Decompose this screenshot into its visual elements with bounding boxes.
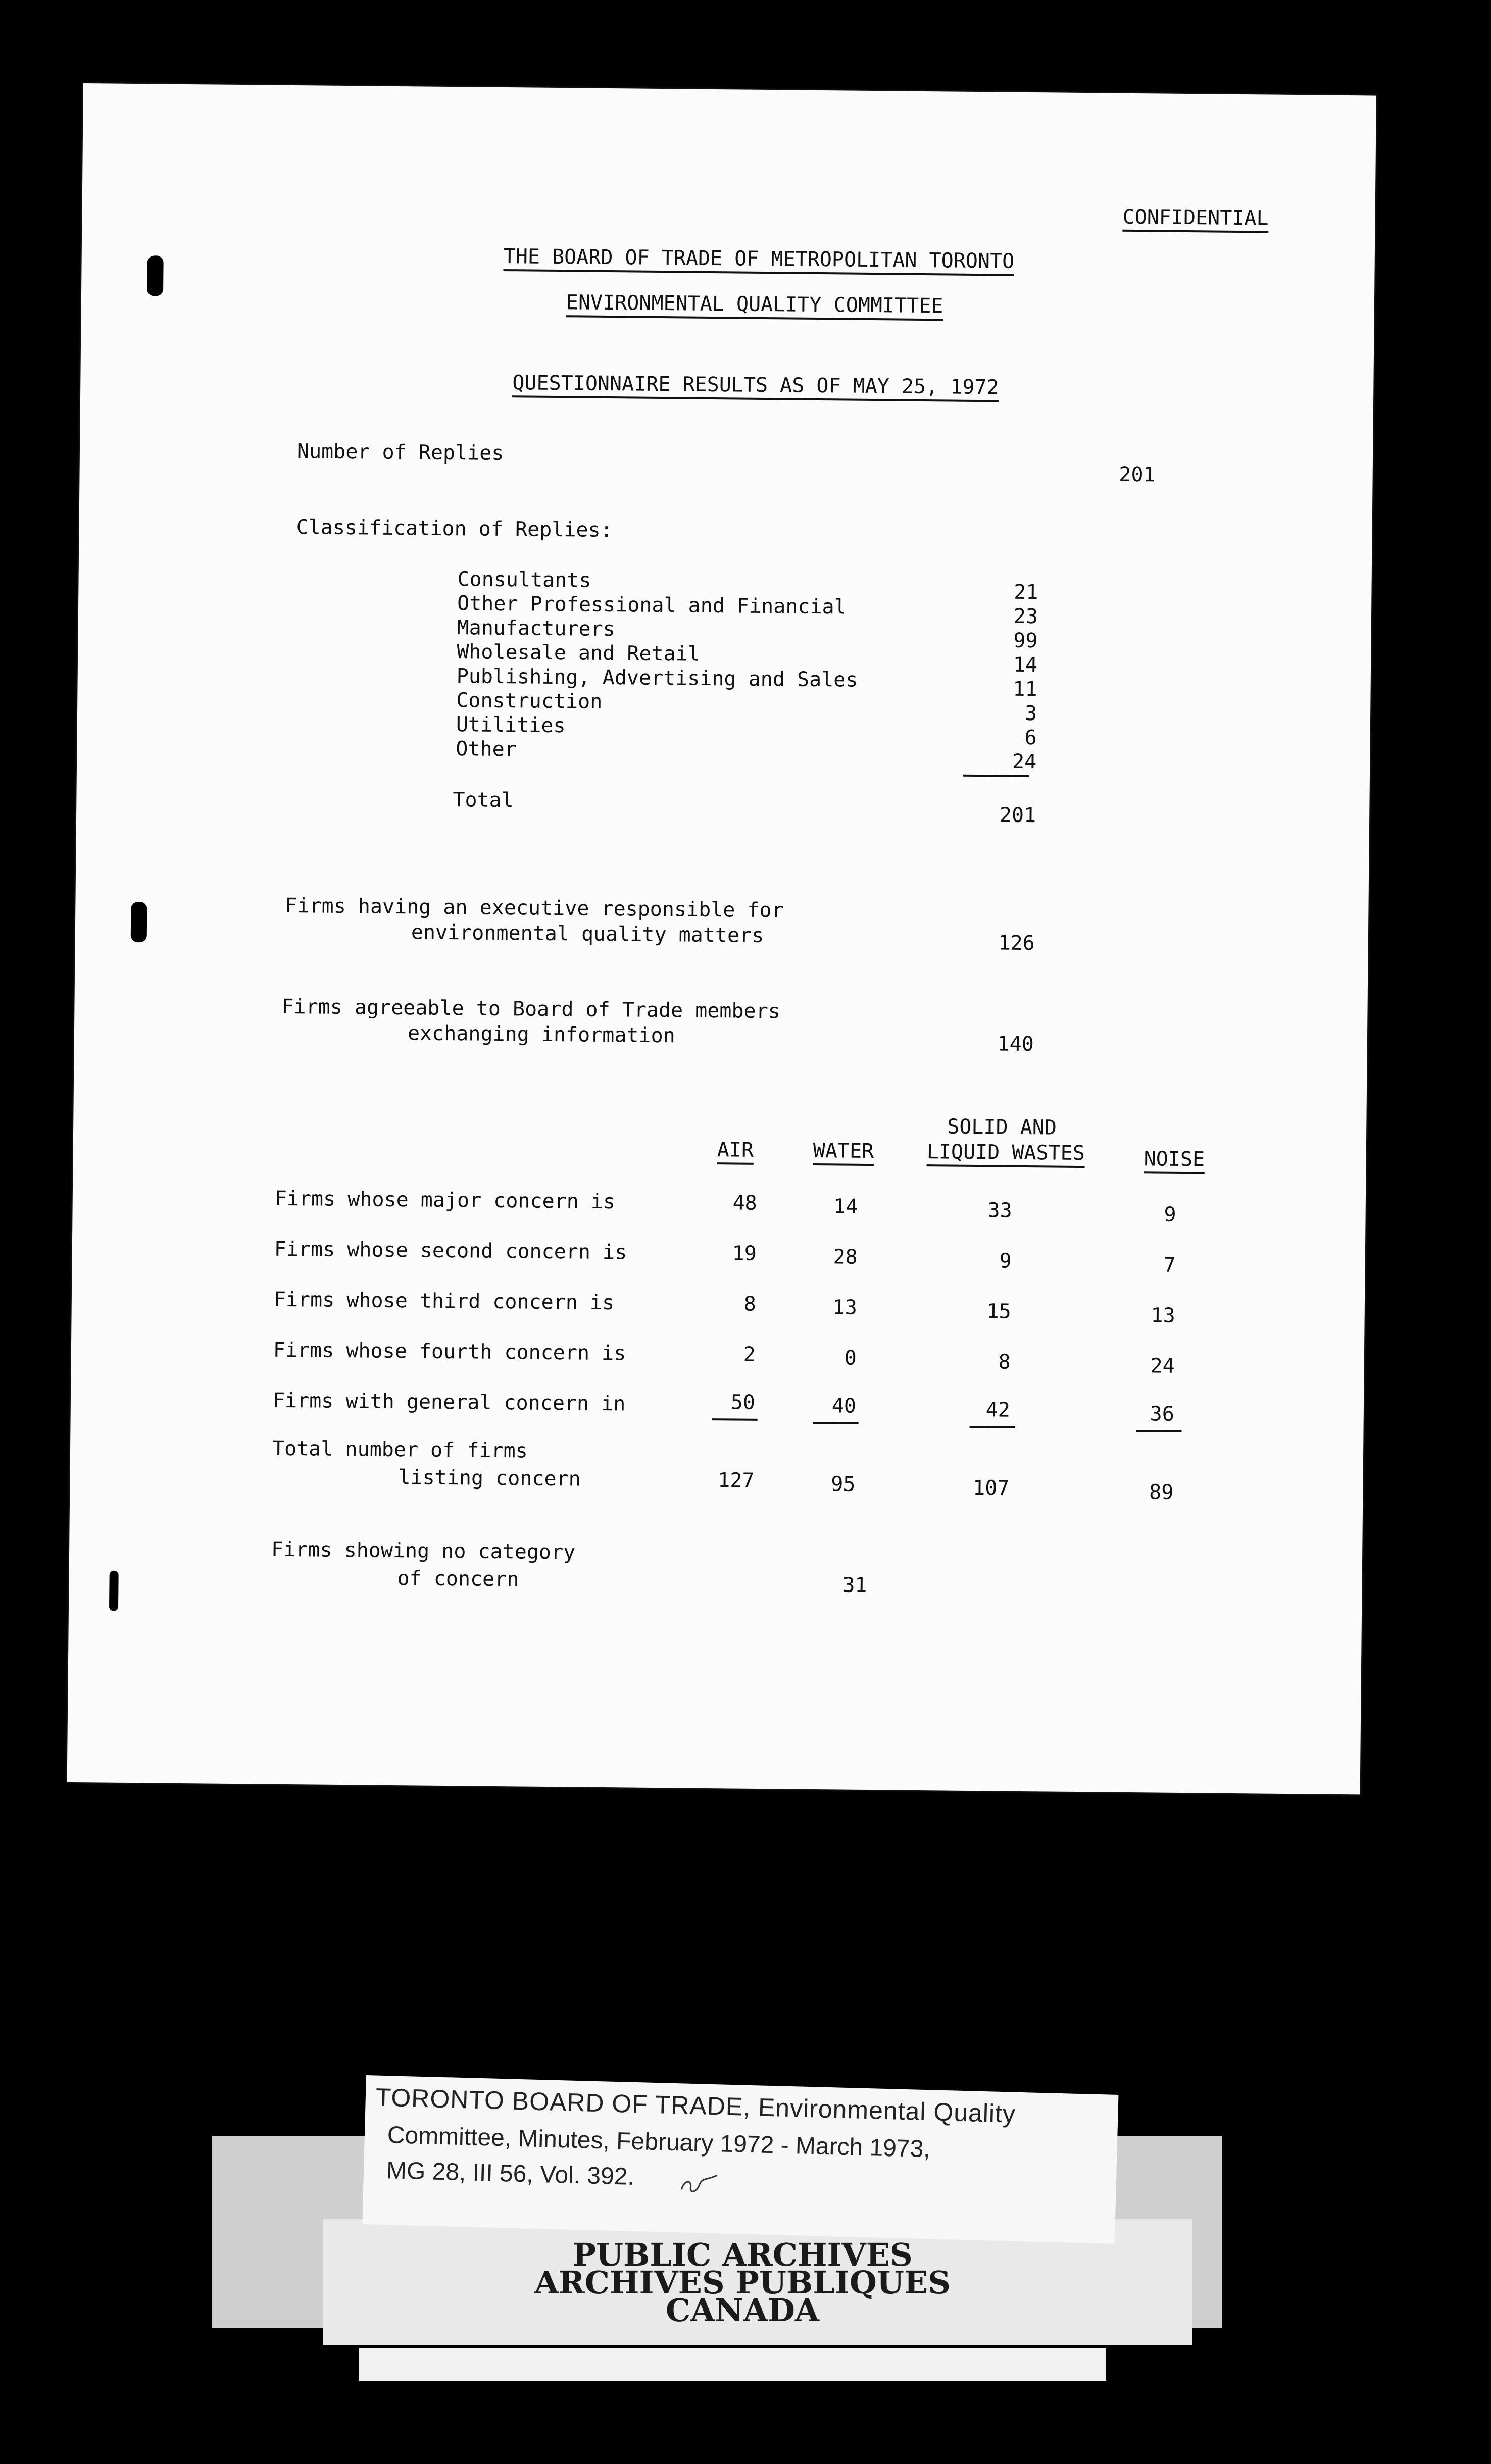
- exec-line1: Firms having an executive responsible for: [285, 894, 784, 922]
- committee-title: ENVIRONMENTAL QUALITY COMMITTEE: [566, 291, 943, 318]
- exec-value: 126: [998, 931, 1035, 955]
- label-line2: Committee, Minutes, February 1972 - March 1973,: [387, 2122, 931, 2163]
- class-value: 23: [1013, 604, 1038, 629]
- class-label: Consultants: [457, 568, 591, 592]
- concern-row-label: Firms whose fourth concern is: [273, 1338, 626, 1365]
- concern-solid: 8: [998, 1350, 1011, 1374]
- concern-air: 19: [732, 1242, 757, 1265]
- replies-value: 201: [1119, 463, 1156, 487]
- exec-line2: environmental quality matters: [411, 920, 764, 948]
- concern-air: 2: [743, 1343, 756, 1366]
- total-noise: 89: [1149, 1480, 1174, 1504]
- punch-hole-middle: [131, 902, 147, 942]
- no-category-line2: of concern: [397, 1567, 519, 1592]
- concern-row-label: Firms with general concern in: [272, 1389, 626, 1416]
- class-value: 6: [1024, 726, 1037, 750]
- concern-row-label: Firms whose third concern is: [273, 1288, 615, 1315]
- document-page: [67, 83, 1376, 1794]
- concern-air: 50: [730, 1391, 756, 1414]
- concern-water: 40: [831, 1394, 857, 1418]
- handwritten-mark-icon: [676, 2169, 723, 2200]
- class-label: Wholesale and Retail: [457, 640, 701, 666]
- class-value: 3: [1024, 701, 1037, 726]
- punch-hole-bottom: [109, 1571, 119, 1611]
- total-water: 95: [831, 1472, 856, 1496]
- concern-water: 14: [833, 1195, 858, 1218]
- agree-line1: Firms agreeable to Board of Trade members: [281, 995, 781, 1023]
- concern-noise: 24: [1150, 1354, 1175, 1378]
- total-solid: 107: [972, 1476, 1010, 1500]
- bottom-strip: [359, 2348, 1106, 2381]
- archive-reference-label: [362, 2075, 1118, 2244]
- class-value: 21: [1014, 580, 1038, 604]
- concern-water: 28: [833, 1245, 858, 1269]
- concern-row-label: Firms whose major concern is: [274, 1187, 616, 1214]
- concern-air: 48: [732, 1191, 757, 1215]
- class-label: Other: [456, 737, 517, 761]
- concern-solid: 33: [987, 1199, 1012, 1222]
- no-category-line1: Firms showing no category: [271, 1537, 576, 1564]
- concern-solid: 42: [985, 1398, 1011, 1422]
- concern-noise: 7: [1163, 1253, 1176, 1277]
- water-header: WATER: [813, 1139, 874, 1163]
- noise-total-rule: [1136, 1430, 1181, 1432]
- no-category-value: 31: [842, 1573, 867, 1598]
- solid-header-line1: SOLID AND: [947, 1115, 1057, 1140]
- air-total-rule: [712, 1418, 758, 1421]
- confidential-mark: CONFIDENTIAL: [1122, 205, 1269, 230]
- total-firms-line2: listing concern: [398, 1466, 581, 1491]
- agree-value: 140: [997, 1032, 1034, 1056]
- concern-noise: 9: [1164, 1203, 1176, 1226]
- water-total-rule: [813, 1422, 859, 1424]
- total-label: Total: [453, 788, 514, 812]
- air-header: AIR: [717, 1138, 754, 1162]
- archive-stamp-line1: PUBLIC ARCHIVES: [572, 2236, 913, 2273]
- label-line3: MG 28, III 56, Vol. 392.: [386, 2157, 635, 2190]
- class-value: 24: [1012, 750, 1037, 774]
- agree-line2: exchanging information: [407, 1021, 675, 1048]
- class-label: Construction: [456, 689, 603, 713]
- concern-solid: 15: [986, 1300, 1011, 1323]
- concern-noise: 36: [1150, 1402, 1175, 1426]
- label-line1: TORONTO BOARD OF TRADE, Environmental Quality: [375, 2083, 1016, 2128]
- concern-solid: 9: [999, 1249, 1012, 1273]
- subtotal-rule: [963, 775, 1029, 777]
- concern-row-label: Firms whose second concern is: [274, 1237, 627, 1264]
- class-value: 14: [1013, 653, 1038, 677]
- class-value: 99: [1013, 629, 1038, 653]
- replies-label: Number of Replies: [296, 440, 504, 466]
- concern-water: 13: [832, 1296, 858, 1319]
- noise-header: NOISE: [1144, 1147, 1205, 1171]
- class-label: Manufacturers: [457, 616, 615, 641]
- solid-total-rule: [970, 1426, 1015, 1428]
- class-label: Other Professional and Financial: [457, 592, 847, 619]
- concern-noise: 13: [1151, 1304, 1175, 1327]
- solid-header-line2: LIQUID WASTES: [926, 1140, 1085, 1165]
- total-value: 201: [999, 803, 1036, 828]
- punch-hole-top: [147, 255, 164, 296]
- archive-stamp-line3: CANADA: [665, 2292, 820, 2329]
- total-air: 127: [718, 1469, 755, 1493]
- results-title: QUESTIONNAIRE RESULTS AS OF MAY 25, 1972: [512, 371, 999, 399]
- class-value: 11: [1013, 677, 1037, 701]
- classification-label: Classification of Replies:: [296, 516, 613, 542]
- concern-air: 8: [743, 1292, 757, 1316]
- archive-stamp-line2: ARCHIVES PUBLIQUES: [534, 2264, 951, 2301]
- org-title: THE BOARD OF TRADE OF METROPOLITAN TORONTO: [503, 245, 1015, 273]
- concern-water: 0: [844, 1346, 857, 1370]
- total-firms-line1: Total number of firms: [272, 1436, 528, 1463]
- class-label: Utilities: [456, 713, 566, 738]
- class-label: Publishing, Advertising and Sales: [456, 664, 858, 692]
